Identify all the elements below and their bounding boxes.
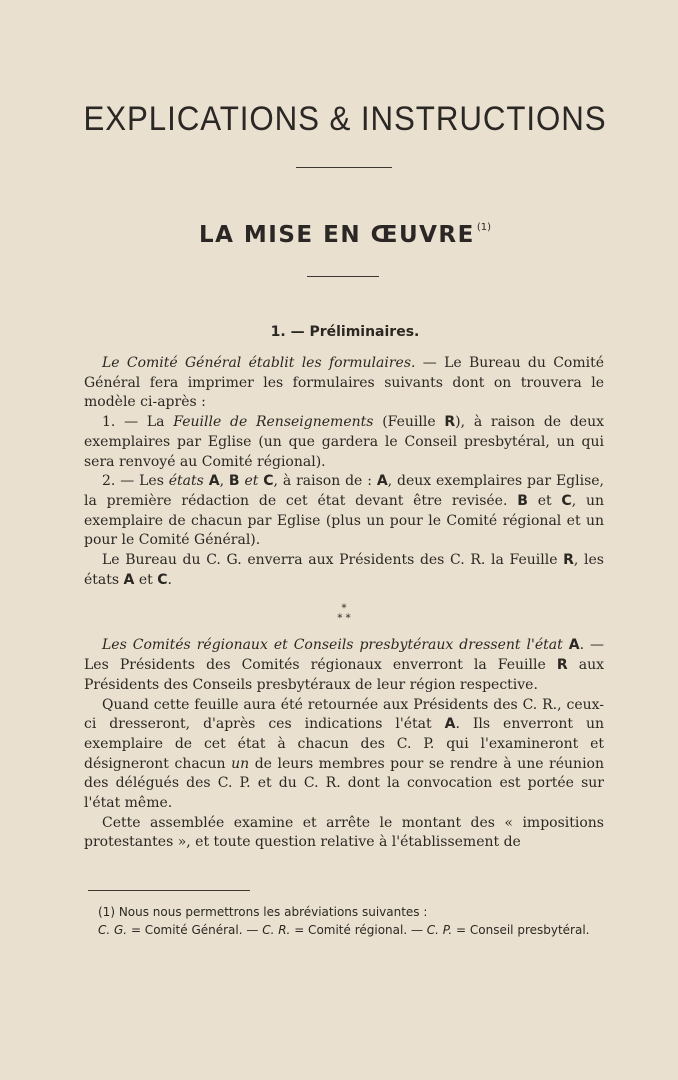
subtitle-divider bbox=[307, 276, 379, 277]
letter-r: R bbox=[444, 414, 456, 431]
asterism-top: * bbox=[341, 603, 347, 615]
letter-r: R bbox=[556, 657, 568, 674]
footnote-ref: (1) bbox=[476, 222, 492, 233]
text-run: . — Les Présidents des Comités régionaux enverront la Feuille bbox=[84, 637, 604, 674]
paragraph-assemblee: Cette assemblée examine et arrête le montant des « impositions protestantes », et toute question relative à l'établissement de bbox=[84, 814, 604, 851]
body-text bbox=[84, 354, 604, 853]
abbreviation: C. P. bbox=[426, 923, 453, 937]
paragraph-bureau bbox=[84, 551, 604, 590]
item-number: 2. — Les bbox=[102, 473, 169, 490]
paragraph-lead: Le Comité Général établit les formulaires. bbox=[102, 355, 416, 371]
title-divider bbox=[296, 167, 392, 168]
letter-a: A bbox=[568, 637, 580, 654]
text-run: (Feuille bbox=[373, 414, 445, 431]
letter-a: A bbox=[123, 571, 135, 588]
footnote-line: (1) Nous nous permettrons les abréviations suivantes : bbox=[98, 905, 428, 919]
text-run: = Comité Général. — bbox=[127, 923, 263, 937]
text-run: = Conseil presbytéral. bbox=[452, 923, 590, 937]
emphasis: et bbox=[239, 473, 264, 490]
paragraph-feuille-r bbox=[84, 413, 604, 472]
paragraph-retour bbox=[84, 696, 604, 814]
paragraph-etats bbox=[84, 472, 604, 551]
letter-c: C bbox=[263, 473, 274, 490]
text-run: ), à raison de deux exemplaires par Eglise (un que gardera le Conseil presbytéral, un qui sera renvoyé au Comité régional). bbox=[84, 414, 604, 470]
emphasis: états bbox=[168, 473, 209, 490]
footnote-divider bbox=[88, 890, 250, 891]
text-run: , bbox=[219, 473, 229, 490]
text-run: , deux exemplaires par Eglise, la première rédaction de cet état devant être revisée. bbox=[84, 473, 604, 509]
text-run: Quand cette feuille aura été retournée aux Présidents des C. R., ceux-ci dresseront, d'après ces indications l'état bbox=[84, 696, 604, 733]
paragraph-text: — Le Bureau du Comité Général fera imprimer les formulaires suivants dont on trouvera le modèle ci-après : bbox=[84, 355, 605, 411]
text-run: et bbox=[134, 571, 158, 588]
letter-b: B bbox=[517, 492, 528, 509]
text-run: et bbox=[527, 492, 562, 509]
letter-b: B bbox=[228, 473, 240, 490]
footnote bbox=[88, 903, 604, 939]
item-number: 1. — La bbox=[102, 414, 174, 431]
abbreviation: C. R. bbox=[262, 923, 291, 937]
letter-c: C bbox=[157, 571, 168, 588]
emphasis: un bbox=[231, 755, 250, 772]
section-title bbox=[0, 222, 678, 248]
letter-a: A bbox=[208, 473, 220, 490]
text-run: de leurs membres pour se rendre à une réunion des délégués des C. P. et du C. R. dont la convocation est portée sur l'état même. bbox=[84, 755, 604, 812]
asterism bbox=[84, 604, 604, 624]
text-run: , à raison de : bbox=[273, 473, 377, 490]
text-run: , les états bbox=[84, 552, 604, 588]
emphasis: Feuille de Renseignements bbox=[173, 414, 374, 431]
letter-a: A bbox=[444, 716, 456, 733]
letter-c: C bbox=[561, 492, 572, 509]
paragraph-comites bbox=[84, 636, 604, 695]
letter-r: R bbox=[563, 552, 574, 569]
paragraph-lead: Les Comités régionaux et Conseils presbytéraux dressent l'état bbox=[102, 637, 569, 654]
text-run: , un exemplaire de chacun par Eglise (plus un pour le Comité régional et un pour le Comité Général). bbox=[84, 492, 604, 549]
subsection-heading: 1. — Préliminaires. bbox=[270, 324, 420, 340]
text-run: . Ils enverront un exemplaire de cet état à chacun des C. P. qui l'examineront et désigneront chacun bbox=[84, 716, 604, 772]
text-run: Le Bureau du C. G. enverra aux Présidents des C. R. la Feuille bbox=[102, 552, 564, 569]
paragraph-formulaires bbox=[84, 354, 604, 413]
text-run: aux Présidents des Conseils presbytéraux de leur région respective. bbox=[84, 657, 604, 693]
text-run: . bbox=[167, 571, 172, 588]
footnote-abbreviations bbox=[88, 921, 604, 939]
text-run: = Comité régional. — bbox=[290, 923, 427, 937]
page-title: EXPLICATIONS & INSTRUCTIONS bbox=[83, 100, 607, 138]
abbreviation: C. G. bbox=[98, 923, 128, 937]
section-title-text: LA MISE EN ŒUVRE bbox=[198, 222, 475, 248]
asterism-bottom: * * bbox=[337, 613, 351, 625]
letter-a: A bbox=[376, 473, 388, 490]
